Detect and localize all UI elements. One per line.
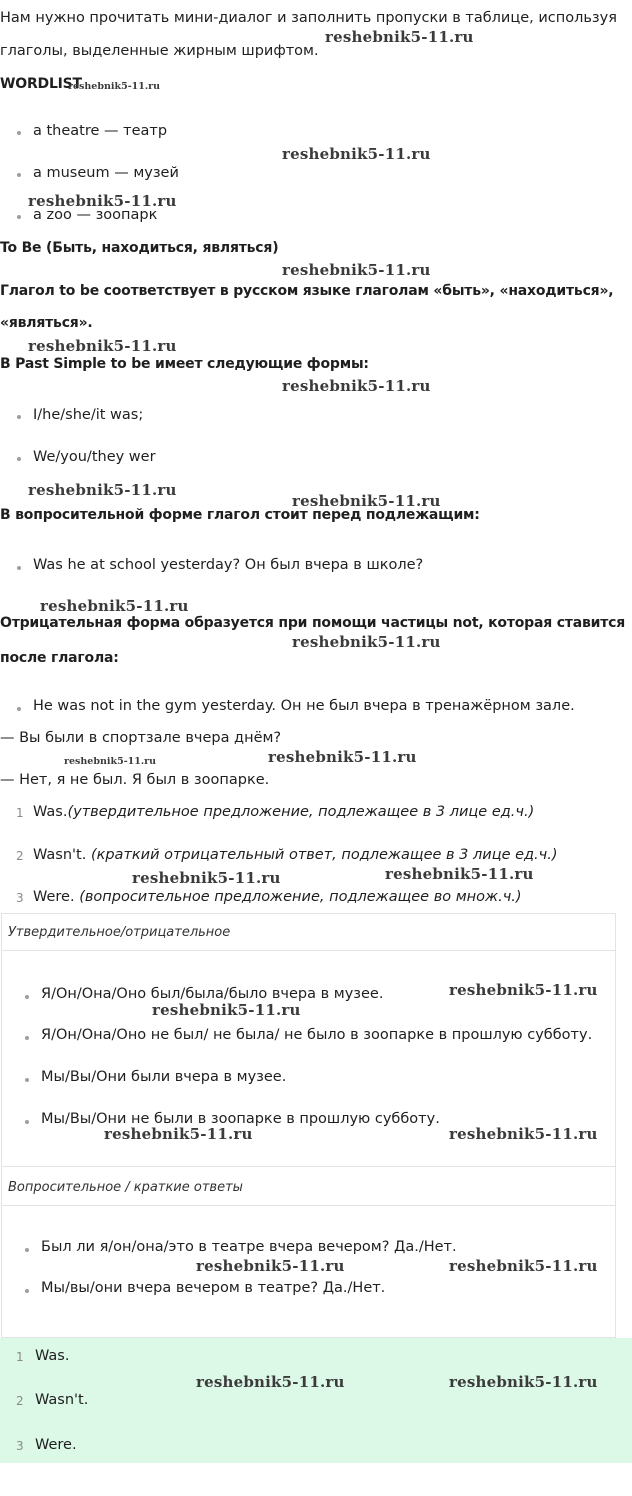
watermark: reshebnik5-11.ru	[64, 756, 157, 767]
bullet-dot	[25, 1120, 29, 1124]
tobe-heading: To Be (Быть, находиться, являться)	[0, 240, 279, 256]
answer-block	[0, 1338, 632, 1463]
table-item: Я/Он/Она/Оно не был/ не была/ не было в зоопарке в прошлую субботу.	[41, 1027, 593, 1043]
watermark: reshebnik5-11.ru	[40, 597, 189, 615]
watermark: reshebnik5-11.ru	[449, 981, 598, 999]
bullet-dot	[25, 1078, 29, 1082]
watermark: reshebnik5-11.ru	[152, 1001, 301, 1019]
wordlist-item: a theatre — театр	[33, 123, 168, 139]
watermark: reshebnik5-11.ru	[282, 145, 431, 163]
negative-example: He was not in the gym yesterday. Он не был вчера в тренажёрном зале.	[33, 698, 575, 714]
question-heading: В вопросительной форме глагол стоит перед подлежащим:	[0, 507, 480, 523]
bullet-dot	[17, 131, 21, 135]
list-number: 1	[16, 806, 24, 820]
table-section-title: Вопросительное / краткие ответы	[8, 1180, 243, 1195]
watermark: reshebnik5-11.ru	[282, 377, 431, 395]
explanation-note: (краткий отрицательный ответ, подлежащее в 3 лице ед.ч.)	[90, 847, 558, 863]
watermark: reshebnik5-11.ru	[196, 1373, 345, 1391]
watermark: reshebnik5-11.ru	[28, 192, 177, 210]
list-number: 2	[16, 849, 24, 863]
watermark: reshebnik5-11.ru	[292, 492, 441, 510]
table-item: Мы/Вы/Они были вчера в музее.	[41, 1069, 287, 1085]
table-divider	[1, 1166, 616, 1167]
explanation-note: (утвердительное предложение, подлежащее в 3 лице ед.ч.)	[67, 804, 535, 820]
explanation-word: Wasn't.	[33, 847, 87, 863]
explanation-word: Were.	[33, 889, 75, 905]
negative-heading-line-2: после глагола:	[0, 650, 119, 666]
list-number: 2	[16, 1394, 24, 1408]
watermark: reshebnik5-11.ru	[28, 337, 177, 355]
watermark: reshebnik5-11.ru	[104, 1125, 253, 1143]
explanation-word: Was.	[33, 804, 68, 820]
bullet-dot	[17, 566, 21, 570]
watermark: reshebnik5-11.ru	[28, 481, 177, 499]
negative-heading-line-1: Отрицательная форма образуется при помощи частицы not, которая ставится	[0, 615, 626, 631]
list-number: 3	[16, 891, 24, 905]
bullet-dot	[17, 457, 21, 461]
bullet-dot	[25, 1289, 29, 1293]
table-item: Мы/Вы/Они не были в зоопарке в прошлую субботу.	[41, 1111, 440, 1127]
watermark: reshebnik5-11.ru	[385, 865, 534, 883]
table-item: Был ли я/он/она/это в театре вчера вечером? Да./Нет.	[41, 1239, 457, 1255]
bullet-dot	[25, 995, 29, 999]
explanation-item-1	[33, 804, 534, 820]
explanation-item-3	[33, 889, 522, 905]
past-simple-heading: В Past Simple to be имеет следующие формы:	[0, 356, 369, 372]
form-item: We/you/they wer	[33, 449, 156, 465]
intro-line-2: глаголы, выделенные жирным шрифтом.	[0, 43, 319, 59]
list-number: 1	[16, 1350, 24, 1364]
answer-item: Wasn't.	[35, 1392, 89, 1408]
table-item: Я/Он/Она/Оно был/была/было вчера в музее.	[41, 986, 384, 1002]
bullet-dot	[25, 1036, 29, 1040]
watermark: reshebnik5-11.ru	[449, 1125, 598, 1143]
bullet-dot	[17, 415, 21, 419]
table-item: Мы/вы/они вчера вечером в театре? Да./Нет.	[41, 1280, 386, 1296]
form-item: I/he/she/it was;	[33, 407, 144, 423]
tobe-desc-line-2: «являться».	[0, 315, 93, 331]
bullet-dot	[17, 707, 21, 711]
watermark: reshebnik5-11.ru	[449, 1373, 598, 1391]
wordlist-title: WORDLIST	[0, 76, 82, 92]
wordlist-item: a museum — музей	[33, 165, 179, 181]
watermark: reshebnik5-11.ru	[268, 748, 417, 766]
tobe-desc-line-1: Глагол to be соответствует в русском языке глаголам «быть», «находиться»,	[0, 283, 614, 299]
list-number: 3	[16, 1439, 24, 1453]
watermark: reshebnik5-11.ru	[449, 1257, 598, 1275]
bullet-dot	[17, 173, 21, 177]
bullet-dot	[25, 1248, 29, 1252]
answer-item: Was.	[35, 1348, 70, 1364]
question-example: Was he at school yesterday? Он был вчера в школе?	[33, 557, 424, 573]
dialog-line-2: — Нет, я не был. Я был в зоопарке.	[0, 772, 270, 788]
table-divider	[1, 950, 616, 951]
table-section-title: Утвердительное/отрицательное	[8, 925, 231, 940]
watermark: reshebnik5-11.ru	[292, 633, 441, 651]
watermark: reshebnik5-11.ru	[132, 869, 281, 887]
watermark: reshebnik5-11.ru	[196, 1257, 345, 1275]
wordlist-item: a zoo — зоопарк	[33, 207, 158, 223]
watermark: reshebnik5-11.ru	[282, 261, 431, 279]
bullet-dot	[17, 215, 21, 219]
answer-item: Were.	[35, 1437, 77, 1453]
explanation-item-2	[33, 847, 558, 863]
intro-line-1: Нам нужно прочитать мини-диалог и заполнить пропуски в таблице, используя	[0, 10, 617, 26]
watermark: reshebnik5-11.ru	[68, 81, 161, 92]
explanation-note: (вопросительное предложение, подлежащее во множ.ч.)	[79, 889, 522, 905]
watermark: reshebnik5-11.ru	[325, 28, 474, 46]
table-divider	[1, 1205, 616, 1206]
dialog-line-1: — Вы были в спортзале вчера днём?	[0, 730, 282, 746]
